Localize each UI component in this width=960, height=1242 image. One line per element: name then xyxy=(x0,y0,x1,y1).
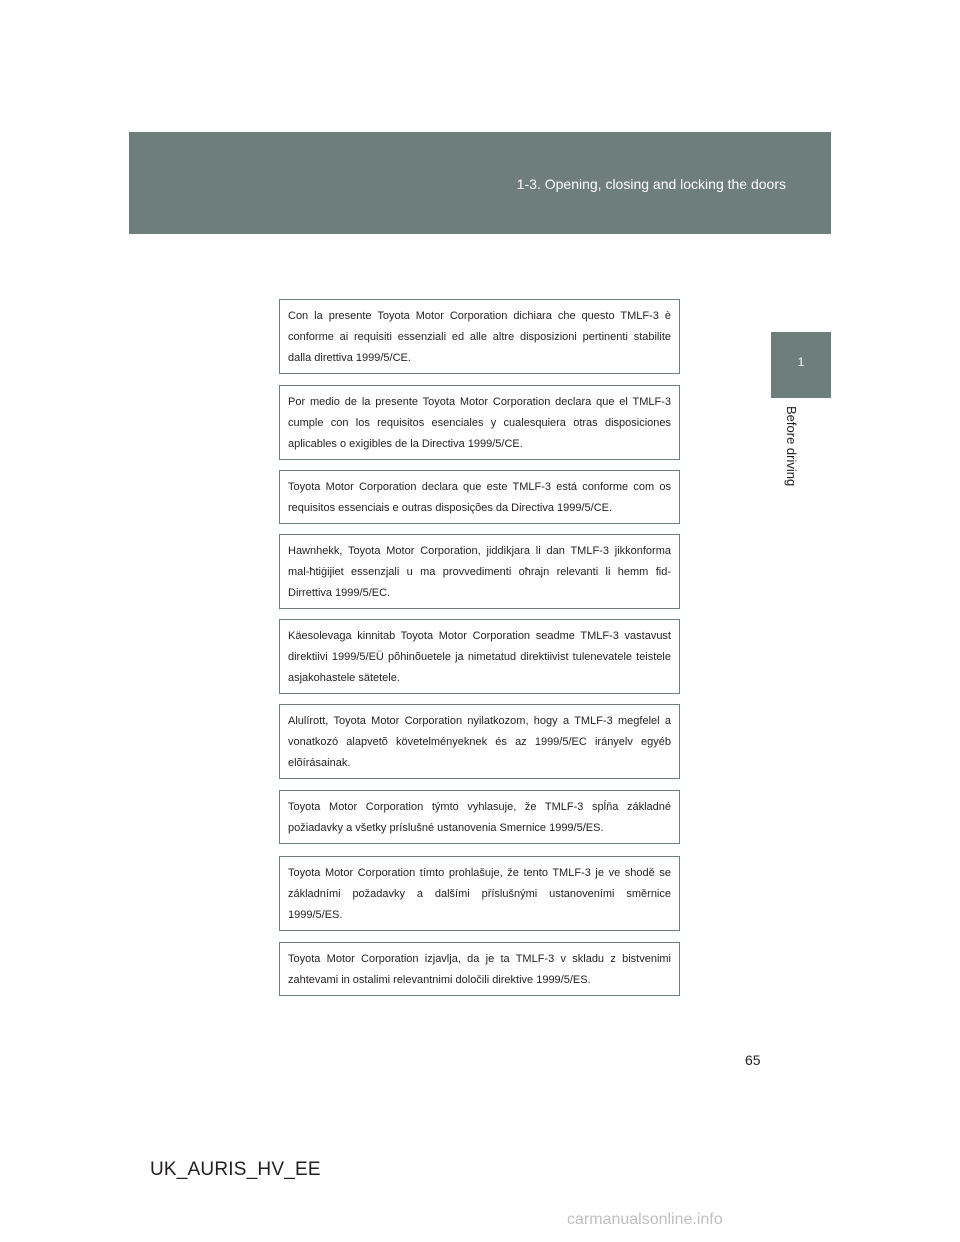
chapter-label-text: Before driving xyxy=(784,406,799,487)
notice-slovenian: Toyota Motor Corporation izjavlja, da je ta TMLF-3 v skladu z bistvenimi zahtevami in ostalimi relevantnimi določili direktive 1999/5/ES. xyxy=(279,942,680,996)
document-code: UK_AURIS_HV_EE xyxy=(150,1159,321,1180)
chapter-label xyxy=(783,406,799,498)
header-band xyxy=(129,132,831,234)
section-title: 1-3. Opening, closing and locking the doors xyxy=(516,176,786,192)
watermark: carmanualsonline.info xyxy=(567,1211,723,1228)
notice-hungarian: Alulírott, Toyota Motor Corporation nyilatkozom, hogy a TMLF-3 megfelel a vonatkozó alapvetõ követelményeknek és az 1999/5/EC irányelv egyéb elõírásainak. xyxy=(279,704,680,779)
chapter-tab xyxy=(771,332,831,398)
notice-italian: Con la presente Toyota Motor Corporation dichiara che questo TMLF-3 è conforme ai requisiti essenziali ed alle altre disposizioni pertinenti stabilite dalla direttiva 1999/5/CE. xyxy=(279,299,680,374)
notice-portuguese: Toyota Motor Corporation declara que este TMLF-3 está conforme com os requisitos essenciais e outras disposições da Directiva 1999/5/CE. xyxy=(279,470,680,524)
notice-slovak: Toyota Motor Corporation týmto vyhlasuje, že TMLF-3 spĺňa základné požiadavky a všetky príslušné ustanovenia Smernice 1999/5/ES. xyxy=(279,790,680,844)
notice-estonian: Käesolevaga kinnitab Toyota Motor Corporation seadme TMLF-3 vastavust direktiivi 1999/5/EÜ põhinõuetele ja nimetatud direktiivist tulenevatele teistele asjakohastele sätetele. xyxy=(279,619,680,694)
page-number: 65 xyxy=(745,1052,761,1068)
notice-maltese: Hawnhekk, Toyota Motor Corporation, jiddikjara li dan TMLF-3 jikkonforma mal-ħtiġijiet essenzjali u ma provvedimenti oħrajn relevanti li hemm fid-Dirrettiva 1999/5/EC. xyxy=(279,534,680,609)
notice-spanish: Por medio de la presente Toyota Motor Corporation declara que el TMLF-3 cumple con los requisitos esenciales y cualesquiera otras disposiciones aplicables o exigibles de la Directiva 1999/5/CE. xyxy=(279,385,680,460)
chapter-number: 1 xyxy=(797,355,805,369)
notice-czech: Toyota Motor Corporation tímto prohlašuje, že tento TMLF-3 je ve shodě se základními požadavky a dalšími příslušnými ustanoveními směrnice 1999/5/ES. xyxy=(279,856,680,931)
